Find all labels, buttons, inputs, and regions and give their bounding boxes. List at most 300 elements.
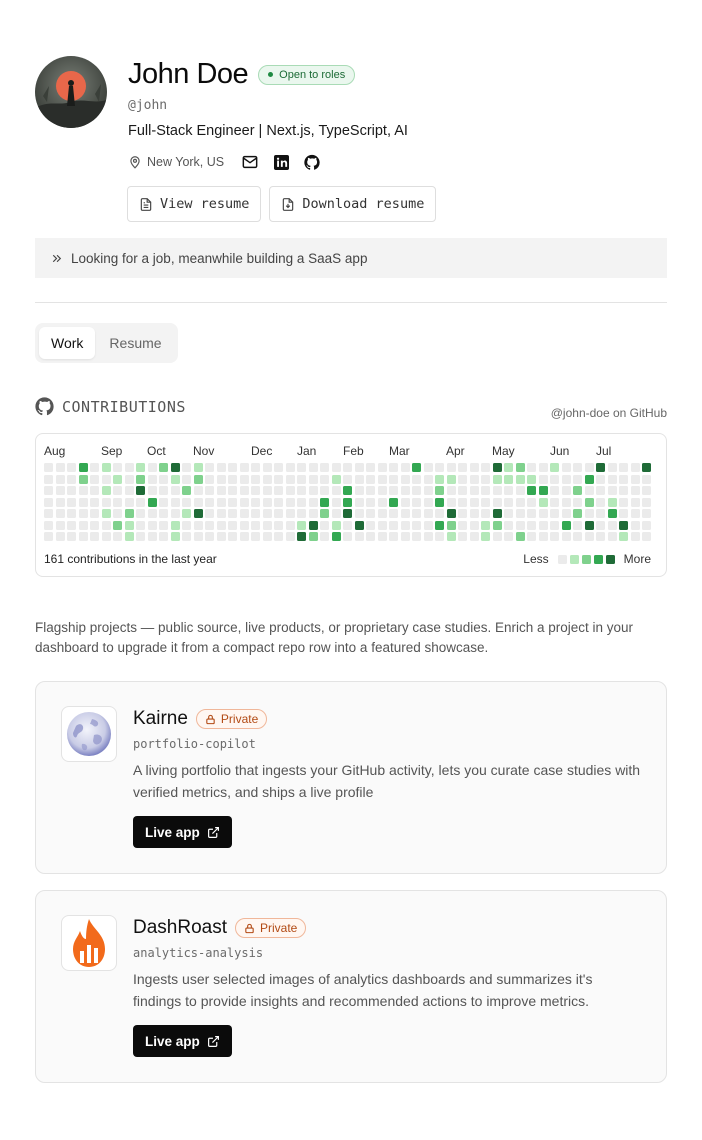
contribution-cell <box>642 532 651 541</box>
legend-swatch <box>606 555 615 564</box>
contribution-cell <box>481 463 490 472</box>
contribution-cell <box>240 463 249 472</box>
contribution-cell <box>263 475 272 484</box>
contribution-cell <box>619 475 628 484</box>
contribution-cell <box>447 521 456 530</box>
contribution-cell <box>516 509 525 518</box>
contribution-cell <box>44 509 53 518</box>
month-label: May <box>492 444 515 458</box>
contribution-cell <box>539 509 548 518</box>
contribution-cell <box>631 475 640 484</box>
month-label: Dec <box>251 444 273 458</box>
contribution-cell <box>67 521 76 530</box>
contribution-cell <box>148 463 157 472</box>
contribution-cell <box>67 532 76 541</box>
contribution-cell <box>148 532 157 541</box>
contribution-cell <box>274 509 283 518</box>
legend-swatch <box>558 555 567 564</box>
contribution-cell <box>527 475 536 484</box>
contribution-cell <box>297 486 306 495</box>
contribution-cell <box>573 521 582 530</box>
legend-less: Less <box>523 552 549 566</box>
contribution-cell <box>102 532 111 541</box>
contribution-cell <box>481 521 490 530</box>
contribution-cell <box>240 532 249 541</box>
contribution-cell <box>355 463 364 472</box>
contribution-cell <box>573 475 582 484</box>
contribution-cell <box>389 521 398 530</box>
contribution-cell <box>90 498 99 507</box>
contribution-cell <box>435 486 444 495</box>
contribution-cell <box>205 498 214 507</box>
month-label: Oct <box>147 444 166 458</box>
contribution-cell <box>148 509 157 518</box>
contribution-cell <box>102 509 111 518</box>
contributions-header <box>35 397 186 416</box>
contribution-cell <box>263 463 272 472</box>
contribution-cell <box>343 463 352 472</box>
contribution-cell <box>470 463 479 472</box>
project-description: A living portfolio that ingests your GitHub activity, lets you curate case studies with verified metrics, and ships a live profile <box>133 762 641 800</box>
contribution-cell <box>309 463 318 472</box>
contribution-cell <box>56 509 65 518</box>
contribution-cell <box>608 475 617 484</box>
contribution-cell <box>79 463 88 472</box>
contribution-cell <box>320 532 329 541</box>
contribution-cell <box>527 498 536 507</box>
contribution-cell <box>148 498 157 507</box>
contribution-cell <box>516 521 525 530</box>
contribution-cell <box>136 475 145 484</box>
contribution-cell <box>309 486 318 495</box>
contribution-cell <box>90 532 99 541</box>
contribution-cell <box>504 475 513 484</box>
contribution-cell <box>343 475 352 484</box>
contribution-cell <box>378 486 387 495</box>
contribution-cell <box>125 486 134 495</box>
download-resume-button[interactable] <box>269 186 436 222</box>
contribution-cell <box>343 532 352 541</box>
contribution-cell <box>504 532 513 541</box>
contribution-cell <box>539 486 548 495</box>
contribution-cell <box>447 509 456 518</box>
contribution-cell <box>401 463 410 472</box>
contribution-cell <box>182 475 191 484</box>
contribution-cell <box>424 532 433 541</box>
project-name: DashRoast <box>133 917 227 938</box>
external-link-icon <box>207 1035 220 1048</box>
profile-handle: @john <box>128 98 168 113</box>
contribution-cell <box>366 521 375 530</box>
contribution-cell <box>378 463 387 472</box>
contribution-cell <box>56 486 65 495</box>
contribution-cell <box>596 475 605 484</box>
contribution-cell <box>642 509 651 518</box>
contribution-cell <box>389 463 398 472</box>
open-badge-label: Open to roles <box>279 68 346 81</box>
project-title-row <box>133 917 306 939</box>
contribution-cell <box>148 486 157 495</box>
live-app-button[interactable] <box>133 816 232 848</box>
contribution-cell <box>493 475 502 484</box>
month-label: Jan <box>297 444 317 458</box>
contribution-cell <box>205 486 214 495</box>
contribution-cell <box>274 498 283 507</box>
contribution-cell <box>642 486 651 495</box>
project-title-row <box>133 708 267 730</box>
contribution-cell <box>585 498 594 507</box>
contribution-cell <box>286 521 295 530</box>
contribution-cell <box>194 498 203 507</box>
contribution-cell <box>389 532 398 541</box>
contribution-cell <box>171 475 180 484</box>
contribution-cell <box>585 532 594 541</box>
contribution-cell <box>366 475 375 484</box>
contribution-cell <box>366 486 375 495</box>
contribution-cell <box>113 463 122 472</box>
contribution-cell <box>297 498 306 507</box>
contribution-cell <box>297 532 306 541</box>
contribution-cell <box>44 498 53 507</box>
contribution-cell <box>412 475 421 484</box>
contribution-cell <box>171 532 180 541</box>
contribution-cell <box>205 521 214 530</box>
contribution-cell <box>251 509 260 518</box>
contribution-cell <box>56 532 65 541</box>
contribution-cell <box>470 521 479 530</box>
contribution-legend <box>523 552 651 566</box>
contribution-cell <box>366 509 375 518</box>
contribution-cell <box>458 463 467 472</box>
contribution-cell <box>67 475 76 484</box>
contribution-cell <box>67 509 76 518</box>
contribution-cell <box>631 509 640 518</box>
contribution-cell <box>240 498 249 507</box>
contribution-cell <box>493 532 502 541</box>
contribution-cell <box>297 463 306 472</box>
contribution-cell <box>493 486 502 495</box>
project-description: Ingests user selected images of analytics dashboards and summarizes it's findings to provide insights and recommended actions to improve metrics. <box>133 971 593 1009</box>
contribution-cell <box>182 521 191 530</box>
contribution-cell <box>274 463 283 472</box>
view-resume-button[interactable] <box>127 186 261 222</box>
contribution-cell <box>320 509 329 518</box>
download-resume-label: Download resume <box>302 196 425 212</box>
contribution-cell <box>309 521 318 530</box>
contribution-cell <box>205 532 214 541</box>
contribution-cell <box>217 463 226 472</box>
contribution-cell <box>251 475 260 484</box>
contribution-cell <box>90 509 99 518</box>
contribution-cell <box>309 532 318 541</box>
contribution-cell <box>332 521 341 530</box>
contribution-cell <box>504 509 513 518</box>
lock-icon <box>244 923 255 934</box>
contribution-cell <box>619 521 628 530</box>
contribution-cell <box>550 463 559 472</box>
contribution-cell <box>562 509 571 518</box>
contribution-cell <box>343 521 352 530</box>
contribution-cell <box>228 475 237 484</box>
contribution-cell <box>527 463 536 472</box>
contribution-cell <box>401 521 410 530</box>
contribution-cell <box>113 498 122 507</box>
contribution-cell <box>240 521 249 530</box>
contribution-cell <box>608 498 617 507</box>
contribution-cell <box>516 532 525 541</box>
projects-intro: Flagship projects — public source, live products, or proprietary case studies. Enrich a project in your dashboard to upgrade it from a compact repo row into a featured showcase. <box>35 620 634 655</box>
contribution-cell <box>343 486 352 495</box>
contribution-cell <box>516 463 525 472</box>
contribution-cell <box>481 486 490 495</box>
contribution-cell <box>309 475 318 484</box>
month-label: Jun <box>550 444 570 458</box>
globe-logo-icon <box>61 706 117 762</box>
month-label: Jul <box>596 444 612 458</box>
contribution-cell <box>481 532 490 541</box>
contribution-cell <box>493 498 502 507</box>
contribution-cell <box>79 509 88 518</box>
contribution-cell <box>297 475 306 484</box>
contribution-cell <box>159 509 168 518</box>
contribution-cell <box>136 521 145 530</box>
contribution-cell <box>585 463 594 472</box>
contribution-cell <box>378 498 387 507</box>
contribution-cell <box>44 463 53 472</box>
chevrons-right-icon <box>50 252 63 265</box>
contribution-cell <box>217 521 226 530</box>
contribution-cell <box>504 498 513 507</box>
contribution-cell <box>90 463 99 472</box>
month-label: Aug <box>44 444 66 458</box>
legend-swatch <box>570 555 579 564</box>
contribution-cell <box>79 532 88 541</box>
contribution-cell <box>286 475 295 484</box>
contribution-cell <box>90 521 99 530</box>
contribution-cell <box>573 509 582 518</box>
contribution-cell <box>435 475 444 484</box>
contribution-cell <box>412 532 421 541</box>
contribution-cell <box>573 498 582 507</box>
contribution-cell <box>194 532 203 541</box>
contribution-cell <box>274 532 283 541</box>
external-link-icon <box>207 826 220 839</box>
contribution-cell <box>412 498 421 507</box>
contribution-cell <box>619 498 628 507</box>
contribution-cell <box>263 521 272 530</box>
contribution-cell <box>355 486 364 495</box>
contribution-cell <box>194 509 203 518</box>
contribution-cell <box>228 486 237 495</box>
contributions-summary: 161 contributions in the last year <box>44 552 217 566</box>
contribution-cell <box>240 475 249 484</box>
private-badge <box>196 709 267 729</box>
month-labels <box>36 444 666 458</box>
linkedin-icon[interactable] <box>273 154 289 170</box>
resume-buttons <box>127 186 436 222</box>
live-app-label: Live app <box>145 1033 200 1049</box>
contribution-cell <box>194 521 203 530</box>
contribution-cell <box>619 463 628 472</box>
contribution-cell <box>573 463 582 472</box>
contribution-cell <box>286 509 295 518</box>
contribution-cell <box>113 509 122 518</box>
contribution-cell <box>159 475 168 484</box>
contribution-cell <box>251 486 260 495</box>
contribution-cell <box>539 463 548 472</box>
live-app-label: Live app <box>145 824 200 840</box>
contribution-cell <box>447 532 456 541</box>
contribution-cell <box>67 486 76 495</box>
contribution-cell <box>217 475 226 484</box>
contribution-cell <box>182 509 191 518</box>
divider <box>35 302 667 303</box>
contribution-cell <box>458 521 467 530</box>
contribution-cell <box>194 486 203 495</box>
contribution-cell <box>332 475 341 484</box>
avatar <box>35 56 107 128</box>
profile-meta <box>128 152 335 172</box>
contribution-cell <box>447 486 456 495</box>
contribution-cell <box>56 463 65 472</box>
file-download-icon <box>281 197 295 212</box>
contribution-cell <box>596 509 605 518</box>
contribution-cell <box>401 475 410 484</box>
contribution-cell <box>182 498 191 507</box>
contribution-cell <box>458 532 467 541</box>
contribution-cell <box>378 509 387 518</box>
contribution-cell <box>504 463 513 472</box>
contribution-cell <box>320 486 329 495</box>
contribution-cell <box>171 521 180 530</box>
contribution-cell <box>596 521 605 530</box>
contribution-cell <box>159 521 168 530</box>
contribution-cell <box>470 532 479 541</box>
github-icon[interactable] <box>304 154 320 170</box>
contribution-cell <box>631 532 640 541</box>
contribution-cell <box>412 521 421 530</box>
contribution-cell <box>401 498 410 507</box>
contribution-cell <box>378 475 387 484</box>
contribution-cell <box>217 486 226 495</box>
contribution-cell <box>619 486 628 495</box>
contribution-cell <box>424 463 433 472</box>
contribution-cell <box>240 486 249 495</box>
contribution-cell <box>102 463 111 472</box>
contribution-cell <box>562 521 571 530</box>
contribution-cell <box>102 486 111 495</box>
status-dot-icon <box>268 72 273 77</box>
contribution-cell <box>90 486 99 495</box>
contribution-cell <box>102 521 111 530</box>
contribution-cell <box>332 509 341 518</box>
contribution-cell <box>148 475 157 484</box>
contribution-cell <box>171 463 180 472</box>
contribution-cell <box>458 498 467 507</box>
open-to-roles-badge <box>258 65 355 85</box>
contribution-cell <box>274 521 283 530</box>
contribution-cell <box>516 498 525 507</box>
contribution-cell <box>309 509 318 518</box>
live-app-button[interactable] <box>133 1025 232 1057</box>
contribution-cell <box>470 498 479 507</box>
contribution-cell <box>286 463 295 472</box>
contribution-cell <box>44 521 53 530</box>
contribution-cell <box>539 521 548 530</box>
project-card <box>35 890 667 1083</box>
tab-resume[interactable]: Resume <box>109 335 162 351</box>
location-text: New York, US <box>147 155 225 169</box>
contribution-cell <box>228 463 237 472</box>
contribution-cell <box>596 463 605 472</box>
contribution-cell <box>458 475 467 484</box>
contribution-cell <box>44 532 53 541</box>
contribution-cell <box>355 498 364 507</box>
mail-icon[interactable] <box>242 154 258 170</box>
contribution-cell <box>355 475 364 484</box>
contribution-cell <box>205 463 214 472</box>
contribution-cell <box>251 498 260 507</box>
contribution-cell <box>424 521 433 530</box>
contribution-cell <box>159 532 168 541</box>
contribution-cell <box>355 509 364 518</box>
legend-more: More <box>623 552 651 566</box>
github-profile-link[interactable]: @john-doe on GitHub <box>550 406 667 420</box>
contribution-cell <box>309 498 318 507</box>
contribution-cell <box>194 463 203 472</box>
contribution-cell <box>286 498 295 507</box>
contribution-cell <box>286 532 295 541</box>
contribution-cell <box>585 509 594 518</box>
contribution-cell <box>527 486 536 495</box>
contribution-cell <box>90 475 99 484</box>
contribution-cell <box>343 498 352 507</box>
contributions-title: CONTRIBUTIONS <box>62 397 186 416</box>
contribution-cell <box>320 475 329 484</box>
contribution-cell <box>596 498 605 507</box>
contribution-cell <box>240 509 249 518</box>
legend-swatch <box>594 555 603 564</box>
contribution-cell <box>286 486 295 495</box>
contribution-cell <box>470 509 479 518</box>
contribution-cell <box>148 521 157 530</box>
contribution-cell <box>113 475 122 484</box>
tab-work[interactable]: Work <box>39 327 95 359</box>
contribution-cell <box>171 498 180 507</box>
contribution-cell <box>550 532 559 541</box>
contribution-cell <box>516 486 525 495</box>
month-label: Nov <box>193 444 215 458</box>
contribution-cell <box>125 498 134 507</box>
contribution-cell <box>585 475 594 484</box>
contribution-cell <box>205 475 214 484</box>
contribution-cell <box>136 509 145 518</box>
contribution-cell <box>44 475 53 484</box>
contribution-cell <box>435 463 444 472</box>
contribution-cell <box>251 521 260 530</box>
tab-bar <box>35 323 178 363</box>
legend-swatch <box>582 555 591 564</box>
contribution-cell <box>608 463 617 472</box>
contribution-cell <box>573 486 582 495</box>
contribution-cell <box>378 532 387 541</box>
contribution-cell <box>481 498 490 507</box>
contribution-cell <box>297 521 306 530</box>
contribution-cell <box>562 498 571 507</box>
contribution-cell <box>458 509 467 518</box>
contribution-cell <box>366 463 375 472</box>
contribution-cell <box>527 509 536 518</box>
